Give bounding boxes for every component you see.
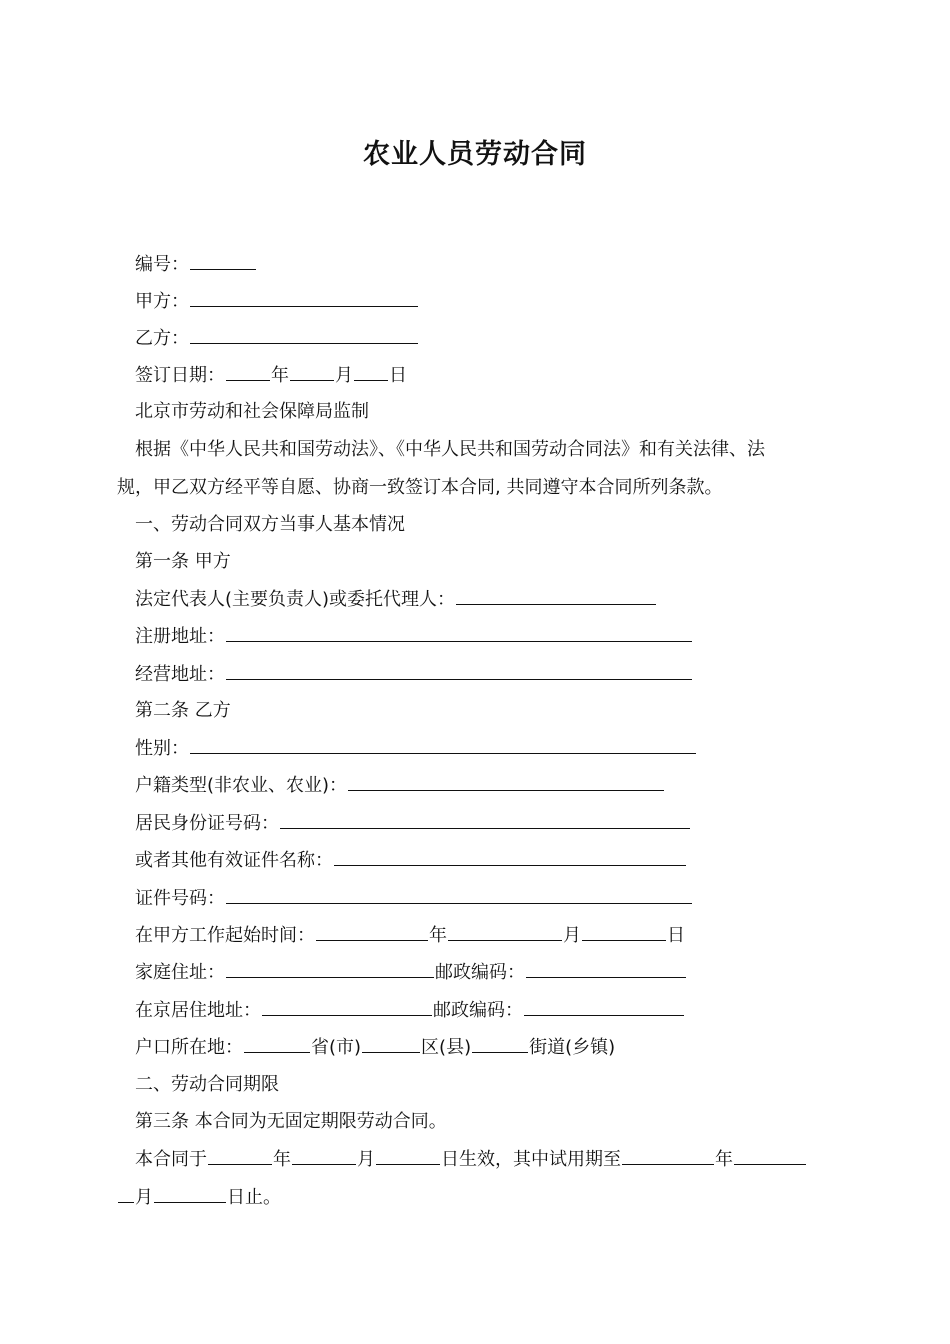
section-2-heading: 二、劳动合同期限	[135, 1074, 279, 1095]
year-label: 年	[271, 365, 289, 386]
effective-month-blank[interactable]	[292, 1147, 356, 1165]
home-postcode-blank[interactable]	[526, 960, 686, 978]
biz-address-label: 经营地址：	[135, 664, 225, 685]
reg-address-label: 注册地址：	[135, 626, 225, 647]
party-a-label: 甲方：	[135, 291, 189, 312]
effective-mid: 日生效，其中试用期至	[441, 1149, 621, 1170]
home-address-label: 家庭住址：	[135, 962, 225, 983]
day-label: 日	[389, 365, 407, 386]
legal-rep-label: 法定代表人(主要负责人)或委托代理人：	[135, 589, 456, 610]
home-address-blank[interactable]	[226, 960, 434, 978]
other-id-label: 或者其他有效证件名称：	[135, 850, 333, 871]
month-label: 月	[335, 365, 353, 386]
effective-day-blank[interactable]	[376, 1147, 440, 1165]
other-id-blank[interactable]	[334, 848, 686, 866]
hukou-place-line	[135, 1035, 615, 1060]
biz-address-blank[interactable]	[226, 662, 692, 680]
trial-year-blank[interactable]	[622, 1147, 714, 1165]
preamble-line-2: 规，甲乙双方经平等自愿、协商一致签订本合同, 共同遵守本合同所列条款。	[117, 477, 723, 498]
home-address-line	[135, 960, 687, 985]
start-month-blank[interactable]	[448, 923, 562, 941]
number-label: 编号：	[135, 254, 189, 275]
street-blank[interactable]	[472, 1035, 528, 1053]
section-1-heading: 一、劳动合同双方当事人基本情况	[135, 514, 405, 535]
sign-month-blank[interactable]	[290, 363, 334, 381]
year-label: 年	[715, 1149, 733, 1170]
party-b-blank[interactable]	[190, 326, 418, 344]
postcode-label: 邮政编码：	[435, 962, 525, 983]
district-blank[interactable]	[362, 1035, 420, 1053]
year-label: 年	[429, 925, 447, 946]
sign-date-line	[135, 363, 407, 388]
street-label: 街道(乡镇)	[529, 1037, 616, 1058]
bj-address-blank[interactable]	[262, 998, 432, 1016]
hukou-type-blank[interactable]	[348, 773, 664, 791]
province-blank[interactable]	[244, 1035, 310, 1053]
effective-line	[135, 1147, 807, 1172]
trial-end-line	[117, 1185, 281, 1210]
sign-year-blank[interactable]	[226, 363, 270, 381]
party-b-line	[135, 326, 419, 351]
start-time-line	[135, 923, 685, 948]
cert-no-line	[135, 886, 693, 911]
bj-postcode-blank[interactable]	[524, 998, 684, 1016]
sign-date-label: 签订日期：	[135, 365, 225, 386]
legal-rep-blank[interactable]	[456, 587, 656, 605]
party-a-blank[interactable]	[190, 289, 418, 307]
other-id-line	[135, 848, 687, 873]
id-label: 居民身份证号码：	[135, 813, 279, 834]
month-label: 月	[357, 1149, 375, 1170]
day-label: 日	[667, 925, 685, 946]
article-2-heading: 第二条 乙方	[135, 700, 231, 721]
gender-line	[135, 736, 697, 761]
gender-label: 性别：	[135, 738, 189, 759]
hukou-type-label: 户籍类型(非农业、农业)：	[135, 775, 348, 796]
month-label: 月	[563, 925, 581, 946]
document-title: 农业人员劳动合同	[363, 139, 587, 170]
number-blank[interactable]	[190, 252, 256, 270]
year-label: 年	[273, 1149, 291, 1170]
supervisor-text: 北京市劳动和社会保障局监制	[135, 401, 369, 422]
id-blank[interactable]	[280, 811, 690, 829]
trial-end-text: 日止。	[227, 1187, 281, 1208]
month-label: 月	[135, 1187, 153, 1208]
trial-month-blank-part2[interactable]	[118, 1185, 134, 1203]
trial-month-blank-part1[interactable]	[734, 1147, 806, 1165]
reg-address-blank[interactable]	[226, 624, 692, 642]
hukou-type-line	[135, 773, 665, 798]
article-1-heading: 第一条 甲方	[135, 551, 231, 572]
start-time-label: 在甲方工作起始时间：	[135, 925, 315, 946]
sign-day-blank[interactable]	[354, 363, 388, 381]
district-label: 区(县)	[421, 1037, 472, 1058]
gender-blank[interactable]	[190, 736, 696, 754]
legal-rep-line	[135, 587, 657, 612]
party-a-line	[135, 289, 419, 314]
hukou-place-label: 户口所在地：	[135, 1037, 243, 1058]
cert-no-blank[interactable]	[226, 886, 692, 904]
reg-address-line	[135, 624, 693, 649]
number-line	[135, 252, 257, 277]
article-3-text: 第三条 本合同为无固定期限劳动合同。	[135, 1111, 447, 1132]
start-year-blank[interactable]	[316, 923, 428, 941]
preamble-line-1: 根据《中华人民共和国劳动法》、《中华人民共和国劳动合同法》和有关法律、法	[135, 439, 765, 460]
id-line	[135, 811, 691, 836]
province-label: 省(市)	[311, 1037, 362, 1058]
bj-address-label: 在京居住地址：	[135, 1000, 261, 1021]
effective-prefix: 本合同于	[135, 1149, 207, 1170]
start-day-blank[interactable]	[582, 923, 666, 941]
bj-address-line	[135, 998, 685, 1023]
trial-day-blank[interactable]	[154, 1185, 226, 1203]
biz-address-line	[135, 662, 693, 687]
effective-year-blank[interactable]	[208, 1147, 272, 1165]
party-b-label: 乙方：	[135, 328, 189, 349]
cert-no-label: 证件号码：	[135, 888, 225, 909]
postcode-label: 邮政编码：	[433, 1000, 523, 1021]
